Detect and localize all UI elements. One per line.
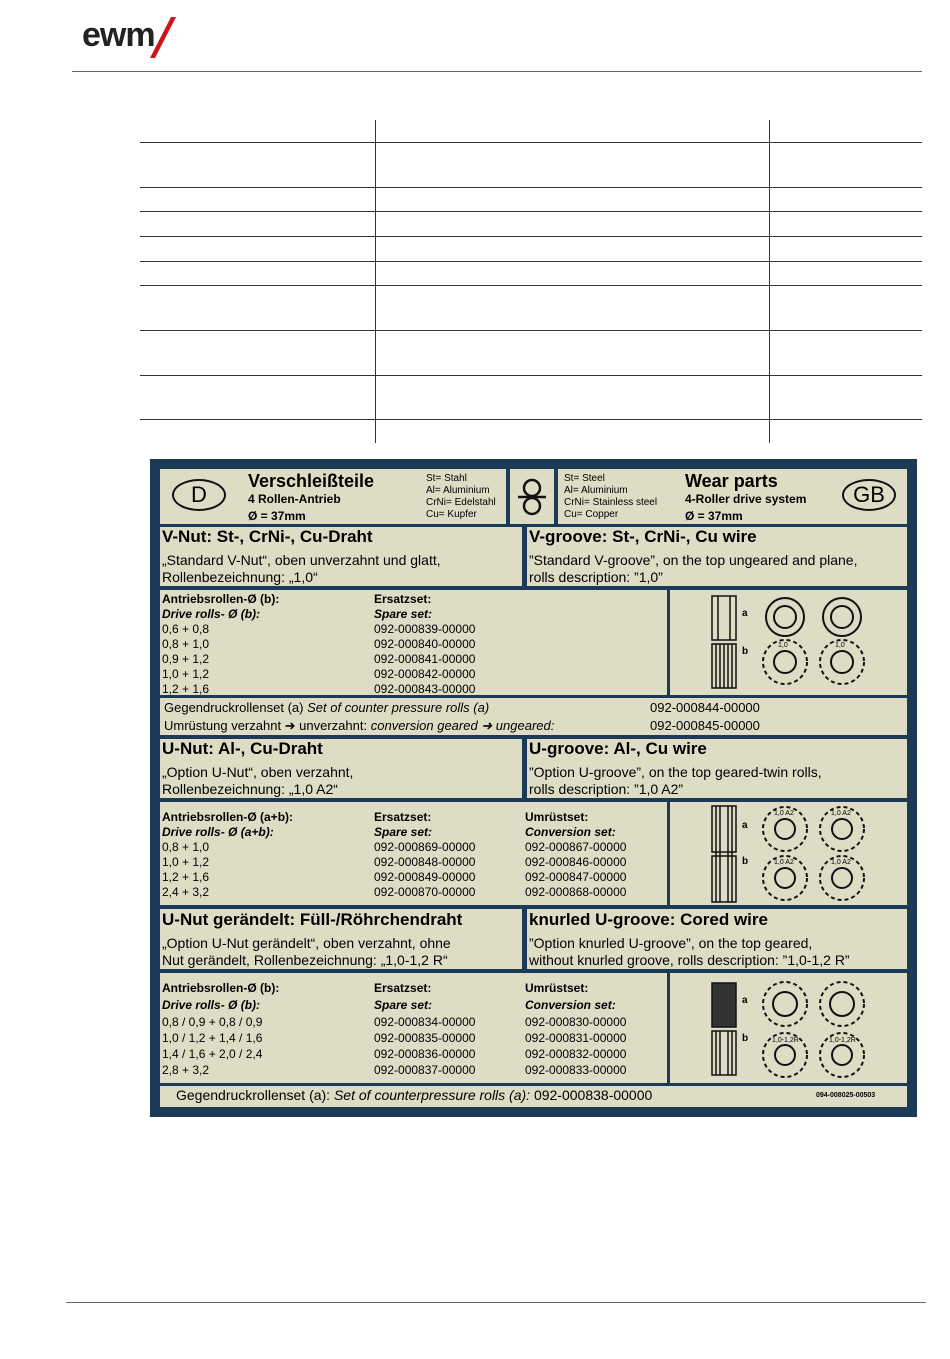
unut-col1-en: Drive rolls- Ø (a+b):: [162, 825, 274, 839]
knurled-col2-en: Spare set:: [374, 998, 433, 1012]
knurled-desc-de-2: Nut gerändelt, Rollenbezeichnung: „1,0-1,2 R“: [162, 952, 448, 968]
roll-label-b: b: [742, 856, 749, 867]
roll-side-view: [712, 806, 736, 902]
table-cell: 092-000840-00000: [374, 637, 476, 651]
roll-label-a: a: [742, 995, 748, 1006]
unut-title-de: U-Nut: Al-, Cu-Draht: [162, 739, 323, 758]
unut-table: [160, 802, 667, 905]
table-cell: 1,4 / 1,6 + 2,0 / 2,4: [162, 1047, 263, 1061]
de-title: Verschleißteile: [248, 471, 375, 491]
plate-header-en: [558, 469, 907, 524]
knurled-rolls-illustration: [670, 973, 907, 1083]
de-material: St= Stahl: [426, 473, 467, 484]
en-material: Al= Aluminium: [564, 485, 628, 496]
unut-desc-de: [160, 739, 522, 798]
unut-col2-en: Spare set:: [374, 825, 433, 839]
wire-feed-icon: [510, 469, 554, 524]
unut-rolls-illustration: [670, 802, 907, 905]
unut-rolls-svg: [670, 802, 907, 905]
knurled-title-de: U-Nut gerändelt: Füll-/Röhrchendraht: [162, 910, 463, 929]
gear-label: 1,0-1,2R: [772, 1037, 799, 1044]
vnut-col1-de: Antriebsrollen-Ø (b):: [162, 592, 280, 606]
en-material: Cu= Copper: [564, 509, 619, 520]
knurled-col1-de: Antriebsrollen-Ø (b):: [162, 981, 280, 995]
en-sub2: Ø = 37mm: [685, 509, 743, 523]
table-cell: 092-000841-00000: [374, 652, 476, 666]
conversion-number: 092-000845-00000: [650, 718, 760, 733]
unut-col3-de: Umrüstset:: [525, 810, 589, 824]
de-material: CrNi= Edelstahl: [426, 497, 496, 508]
counter-text: Gegendruckrollenset (a) Set of counter pressure rolls (a): [164, 700, 490, 715]
gear-label: 1,0-1,2R: [829, 1037, 856, 1044]
unut-desc-en-1: ”Option U-groove”, on the top geared-twin rolls,: [529, 764, 822, 780]
vnut-desc-de-1: „Standard V-Nut“, oben unverzahnt und glatt,: [162, 552, 441, 568]
table-cell: 1,0 + 1,2: [162, 667, 210, 681]
footer-rule: [66, 1302, 926, 1303]
table-cell: 1,0 + 1,2: [162, 855, 210, 869]
table-cell: 1,2 + 1,6: [162, 870, 210, 884]
table-cell: 092-000833-00000: [525, 1063, 627, 1077]
unut-col2-de: Ersatzset:: [374, 810, 432, 824]
unut-col1-de: Antriebsrollen-Ø (a+b):: [162, 810, 294, 824]
table-cell: 092-000836-00000: [374, 1047, 476, 1061]
vnut-desc-en: [527, 527, 907, 586]
knurled-rolls-svg: [670, 973, 907, 1083]
knurled-col3-de: Umrüstset:: [525, 981, 589, 995]
table-cell: 092-000868-00000: [525, 885, 627, 899]
unut-desc-de-2: Rollenbezeichnung: „1,0 A2“: [162, 781, 338, 797]
table-cell: 092-000867-00000: [525, 840, 627, 854]
en-title: Wear parts: [685, 471, 778, 491]
document-number: 094-008025-00503: [816, 1092, 876, 1099]
plate-footer: [160, 1086, 907, 1107]
roll-label-b: b: [742, 646, 749, 657]
conversion-text: Umrüstung verzahnt ➜ unverzahnt: conversion geared ➜ ungeared:: [164, 718, 555, 733]
vnut-table: [160, 590, 667, 695]
knurled-desc-en-1: ”Option knurled U-groove”, on the top geared,: [529, 935, 813, 951]
knurled-desc-de-1: „Option U-Nut gerändelt“, oben verzahnt, ohne: [162, 935, 451, 951]
vnut-desc-en-2: rolls description: ”1,0”: [529, 569, 663, 585]
unut-desc-en: [527, 739, 907, 798]
vnut-rolls-illustration: [670, 590, 907, 695]
table-cell: 1,0 / 1,2 + 1,4 / 1,6: [162, 1031, 263, 1045]
unut-desc-de-1: „Option U-Nut“, oben verzahnt,: [162, 764, 354, 780]
knurled-table: [160, 973, 667, 1083]
table-cell: 092-000843-00000: [374, 682, 476, 695]
en-material: St= Steel: [564, 473, 605, 484]
table-cell: 0,6 + 0,8: [162, 622, 210, 636]
table-cell: 092-000842-00000: [374, 667, 476, 681]
de-material: Cu= Kupfer: [426, 509, 477, 520]
roll-label-b: b: [742, 1033, 749, 1044]
knurled-col3-en: Conversion set:: [525, 998, 616, 1012]
roll-label-a: a: [742, 608, 748, 619]
gear-label: 1,0: [778, 642, 788, 649]
table-cell: 092-000869-00000: [374, 840, 476, 854]
knurled-col1-en: Drive rolls- Ø (b):: [162, 998, 261, 1012]
vnut-title-de: V-Nut: St-, CrNi-, Cu-Draht: [162, 527, 373, 546]
gear-label: 1,0 A2: [774, 810, 794, 817]
table-cell: 092-000831-00000: [525, 1031, 627, 1045]
table-cell: 092-000848-00000: [374, 855, 476, 869]
knurled-title-en: knurled U-groove: Cored wire: [529, 910, 768, 929]
vnut-col2-de: Ersatzset:: [374, 592, 432, 606]
unut-col3-en: Conversion set:: [525, 825, 616, 839]
vnut-desc-en-1: ”Standard V-groove”, on the top ungeared and plane,: [529, 552, 858, 568]
knurled-col2-de: Ersatzset:: [374, 981, 432, 995]
country-code-d: D: [172, 479, 226, 511]
roll-side-view: [712, 983, 736, 1075]
table-cell: 092-000846-00000: [525, 855, 627, 869]
table-cell: 092-000849-00000: [374, 870, 476, 884]
de-sub2: Ø = 37mm: [248, 509, 306, 523]
gear-label: 1,0 A2: [774, 859, 794, 866]
counter-number: 092-000844-00000: [650, 700, 760, 715]
header-rule: [72, 71, 922, 72]
plate-header-de: [160, 469, 506, 524]
vnut-rolls-svg: [670, 590, 907, 695]
vnut-desc-de-2: Rollenbezeichnung: „1,0“: [162, 569, 318, 585]
wear-parts-plate: [150, 459, 917, 1117]
table-cell: 092-000832-00000: [525, 1047, 627, 1061]
knurled-desc-en: [527, 909, 907, 969]
country-code-gb: GB: [842, 479, 896, 511]
table-cell: 0,8 / 0,9 + 0,8 / 0,9: [162, 1015, 263, 1029]
gear-label: 1,0 A2: [831, 810, 851, 817]
vnut-col1-en: Drive rolls- Ø (b):: [162, 607, 261, 621]
table-cell: 092-000834-00000: [374, 1015, 476, 1029]
table-cell: 092-000830-00000: [525, 1015, 627, 1029]
gear-label: 1,0: [835, 642, 845, 649]
table-cell: 092-000837-00000: [374, 1063, 476, 1077]
vnut-title-en: V-groove: St-, CrNi-, Cu wire: [529, 527, 757, 546]
table-cell: 0,9 + 1,2: [162, 652, 210, 666]
svg-text:ewm: ewm: [82, 16, 155, 54]
en-sub1: 4-Roller drive system: [685, 492, 807, 506]
table-cell: 0,8 + 1,0: [162, 840, 210, 854]
table-cell: 0,8 + 1,0: [162, 637, 210, 651]
gear-label: 1,0 A2: [831, 859, 851, 866]
table-cell: 092-000870-00000: [374, 885, 476, 899]
footer-counter-text: Gegendruckrollenset (a): Set of counterpressure rolls (a): 092-000838-00000: [176, 1087, 653, 1103]
unut-desc-en-2: rolls description: ”1,0 A2”: [529, 781, 684, 797]
table-cell: 2,4 + 3,2: [162, 885, 210, 899]
unut-title-en: U-groove: Al-, Cu wire: [529, 739, 707, 758]
table-cell: 1,2 + 1,6: [162, 682, 210, 695]
ewm-logo: [80, 14, 215, 64]
knurled-desc-en-2: without knurled groove, rolls description: ”1,0-1,2 R”: [529, 952, 850, 968]
feed-symbol-box: [510, 469, 554, 524]
vnut-desc-de: [160, 527, 522, 586]
de-sub1: 4 Rollen-Antrieb: [248, 492, 341, 506]
roll-side-view: [712, 596, 736, 688]
knurled-desc-de: [160, 909, 522, 969]
table-cell: 092-000835-00000: [374, 1031, 476, 1045]
en-material: CrNi= Stainless steel: [564, 497, 658, 508]
roll-label-a: a: [742, 820, 748, 831]
table-cell: 092-000847-00000: [525, 870, 627, 884]
table-cell: 2,8 + 3,2: [162, 1063, 210, 1077]
vnut-col2-en: Spare set:: [374, 607, 433, 621]
vnut-counter-rows: [160, 698, 907, 735]
de-material: Al= Aluminium: [426, 485, 490, 496]
table-cell: 092-000839-00000: [374, 622, 476, 636]
